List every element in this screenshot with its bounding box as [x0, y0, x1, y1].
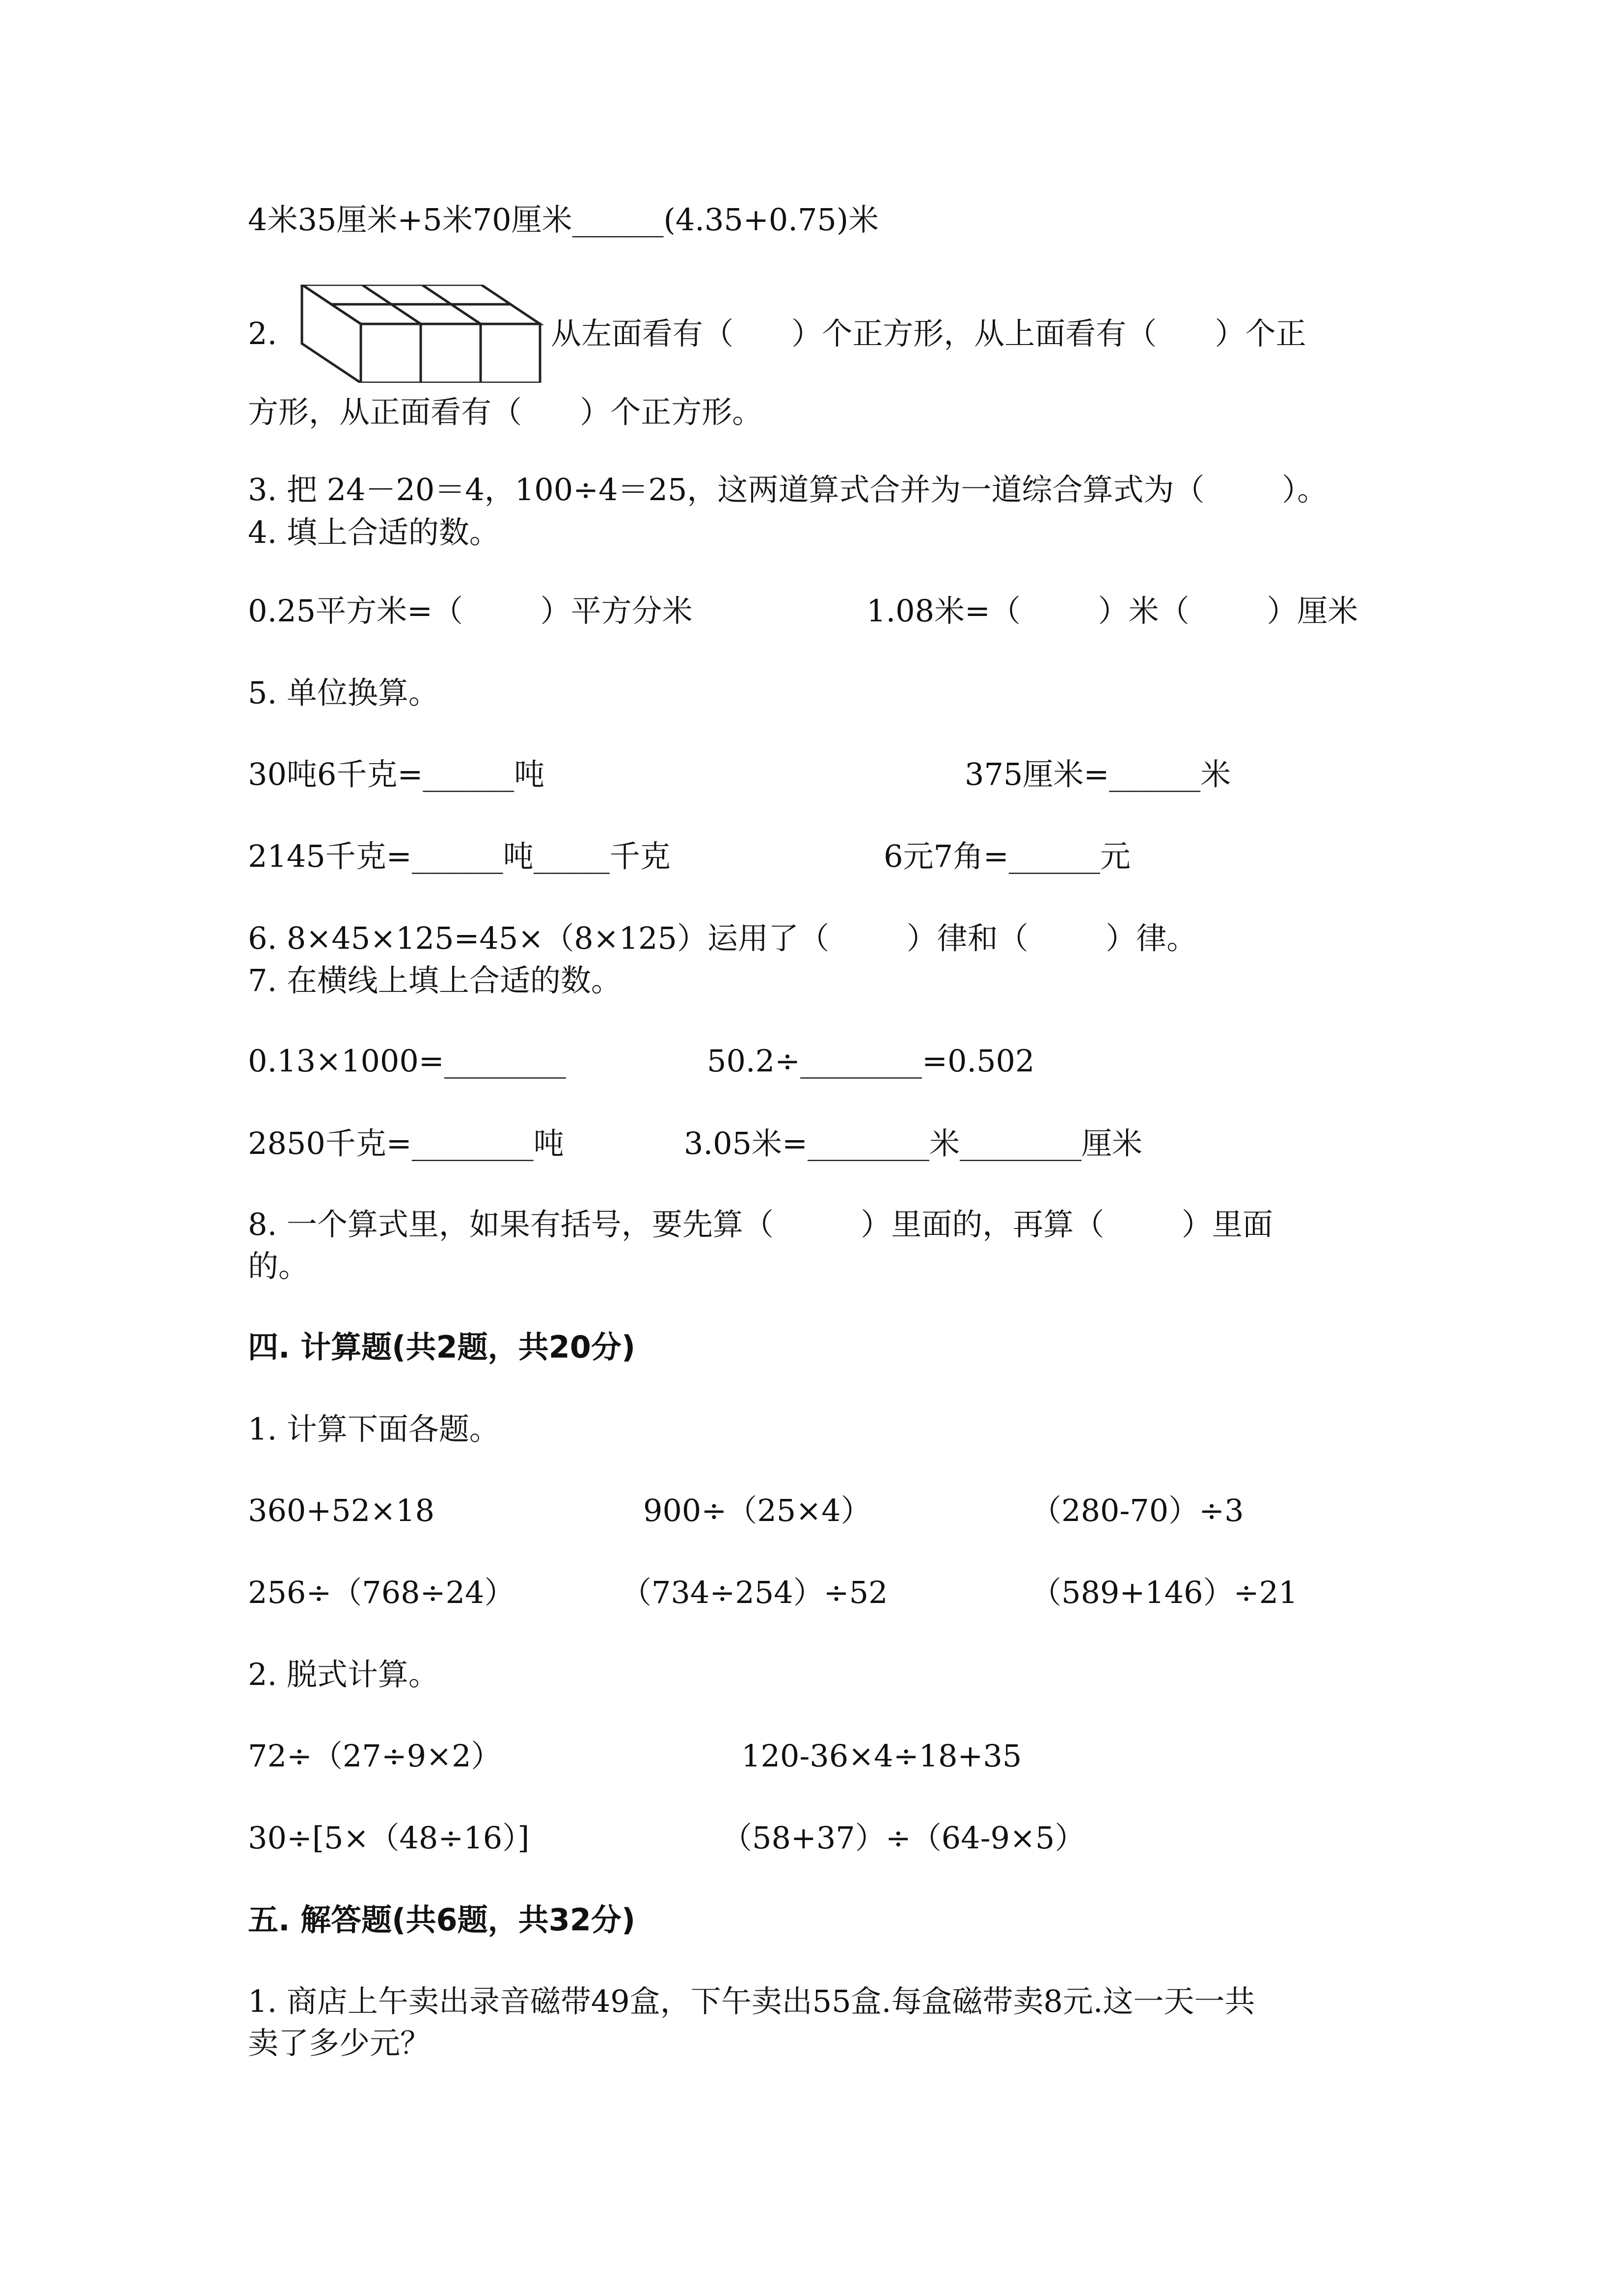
calc-expr-5: （734÷254）÷52 [621, 1575, 888, 1610]
calc-expr-6: （589+146）÷21 [1031, 1575, 1298, 1610]
q8-text-a: 8. 一个算式里，如果有括号，要先算（ ）里面的，再算（ ）里面 [248, 1206, 1273, 1242]
calc-expr-7: 72÷（27÷9×2） [248, 1738, 502, 1774]
q3-text: 3. 把 24－20＝4，100÷4＝25，这两道算式合并为一道综合算式为（ ）。 [248, 472, 1328, 507]
calc-expr-8: 120-36×4÷18+35 [741, 1738, 1022, 1774]
q5-item-d: 6元7角=______元 [884, 838, 1131, 874]
s5-q1-text-b: 卖了多少元？ [248, 2025, 431, 2061]
section-4-title: 四. 计算题(共2题，共20分) [248, 1329, 636, 1365]
q4-text: 4. 填上合适的数。 [248, 514, 500, 550]
q4-item-b: 1.08米=（ ）米（ ）厘米 [866, 593, 1358, 629]
q7-item-a: 0.13×1000=________ [248, 1043, 566, 1079]
q5-item-c: 2145千克=______吨_____千克 [248, 838, 671, 874]
calc-expr-2: 900÷（25×4） [643, 1493, 871, 1528]
calc-expr-10: （58+37）÷（64-9×5） [722, 1820, 1085, 1856]
q7-item-c: 2850千克=________吨 [248, 1125, 564, 1161]
calc-expr-9: 30÷[5×（48÷16）] [248, 1820, 530, 1856]
s4-q1-text: 1. 计算下面各题。 [248, 1411, 500, 1447]
q7-item-d: 3.05米=________米________厘米 [684, 1125, 1142, 1161]
q5-text: 5. 单位换算。 [248, 675, 439, 711]
q6-text: 6. 8×45×125=45×（8×125）运用了（ ）律和（ ）律。 [248, 920, 1197, 956]
q7-text: 7. 在横线上填上合适的数。 [248, 962, 622, 998]
q8-text-b: 的。 [248, 1248, 309, 1284]
q2-text-a: 从左面看有（ ）个正方形，从上面看有（ ）个正 [551, 316, 1306, 351]
cube-front-face [361, 324, 540, 383]
cube-figure [287, 285, 552, 383]
calc-expr-3: （280-70）÷3 [1031, 1493, 1244, 1528]
q2-text-b: 方形，从正面看有（ ）个正方形。 [248, 394, 763, 430]
section-5-title: 五. 解答题(共6题，共32分) [248, 1902, 636, 1938]
cube-left-face [302, 285, 361, 383]
q-length-compare: 4米35厘米+5米70厘米______(4.35+0.75)米 [248, 202, 879, 238]
calc-expr-1: 360+52×18 [248, 1493, 435, 1528]
q2-number: 2. [248, 316, 277, 351]
q5-item-b: 375厘米=______米 [965, 756, 1231, 792]
calc-expr-4: 256÷（768÷24） [248, 1575, 515, 1610]
q5-item-a: 30吨6千克=______吨 [248, 756, 545, 792]
q4-item-a: 0.25平方米=（ ）平方分米 [248, 593, 693, 629]
s4-q2-text: 2. 脱式计算。 [248, 1656, 439, 1692]
s5-q1-text-a: 1. 商店上午卖出录音磁带49盒，下午卖出55盒.每盒磁带卖8元.这一天一共 [248, 1983, 1255, 2019]
q7-item-b: 50.2÷________=0.502 [707, 1043, 1035, 1079]
